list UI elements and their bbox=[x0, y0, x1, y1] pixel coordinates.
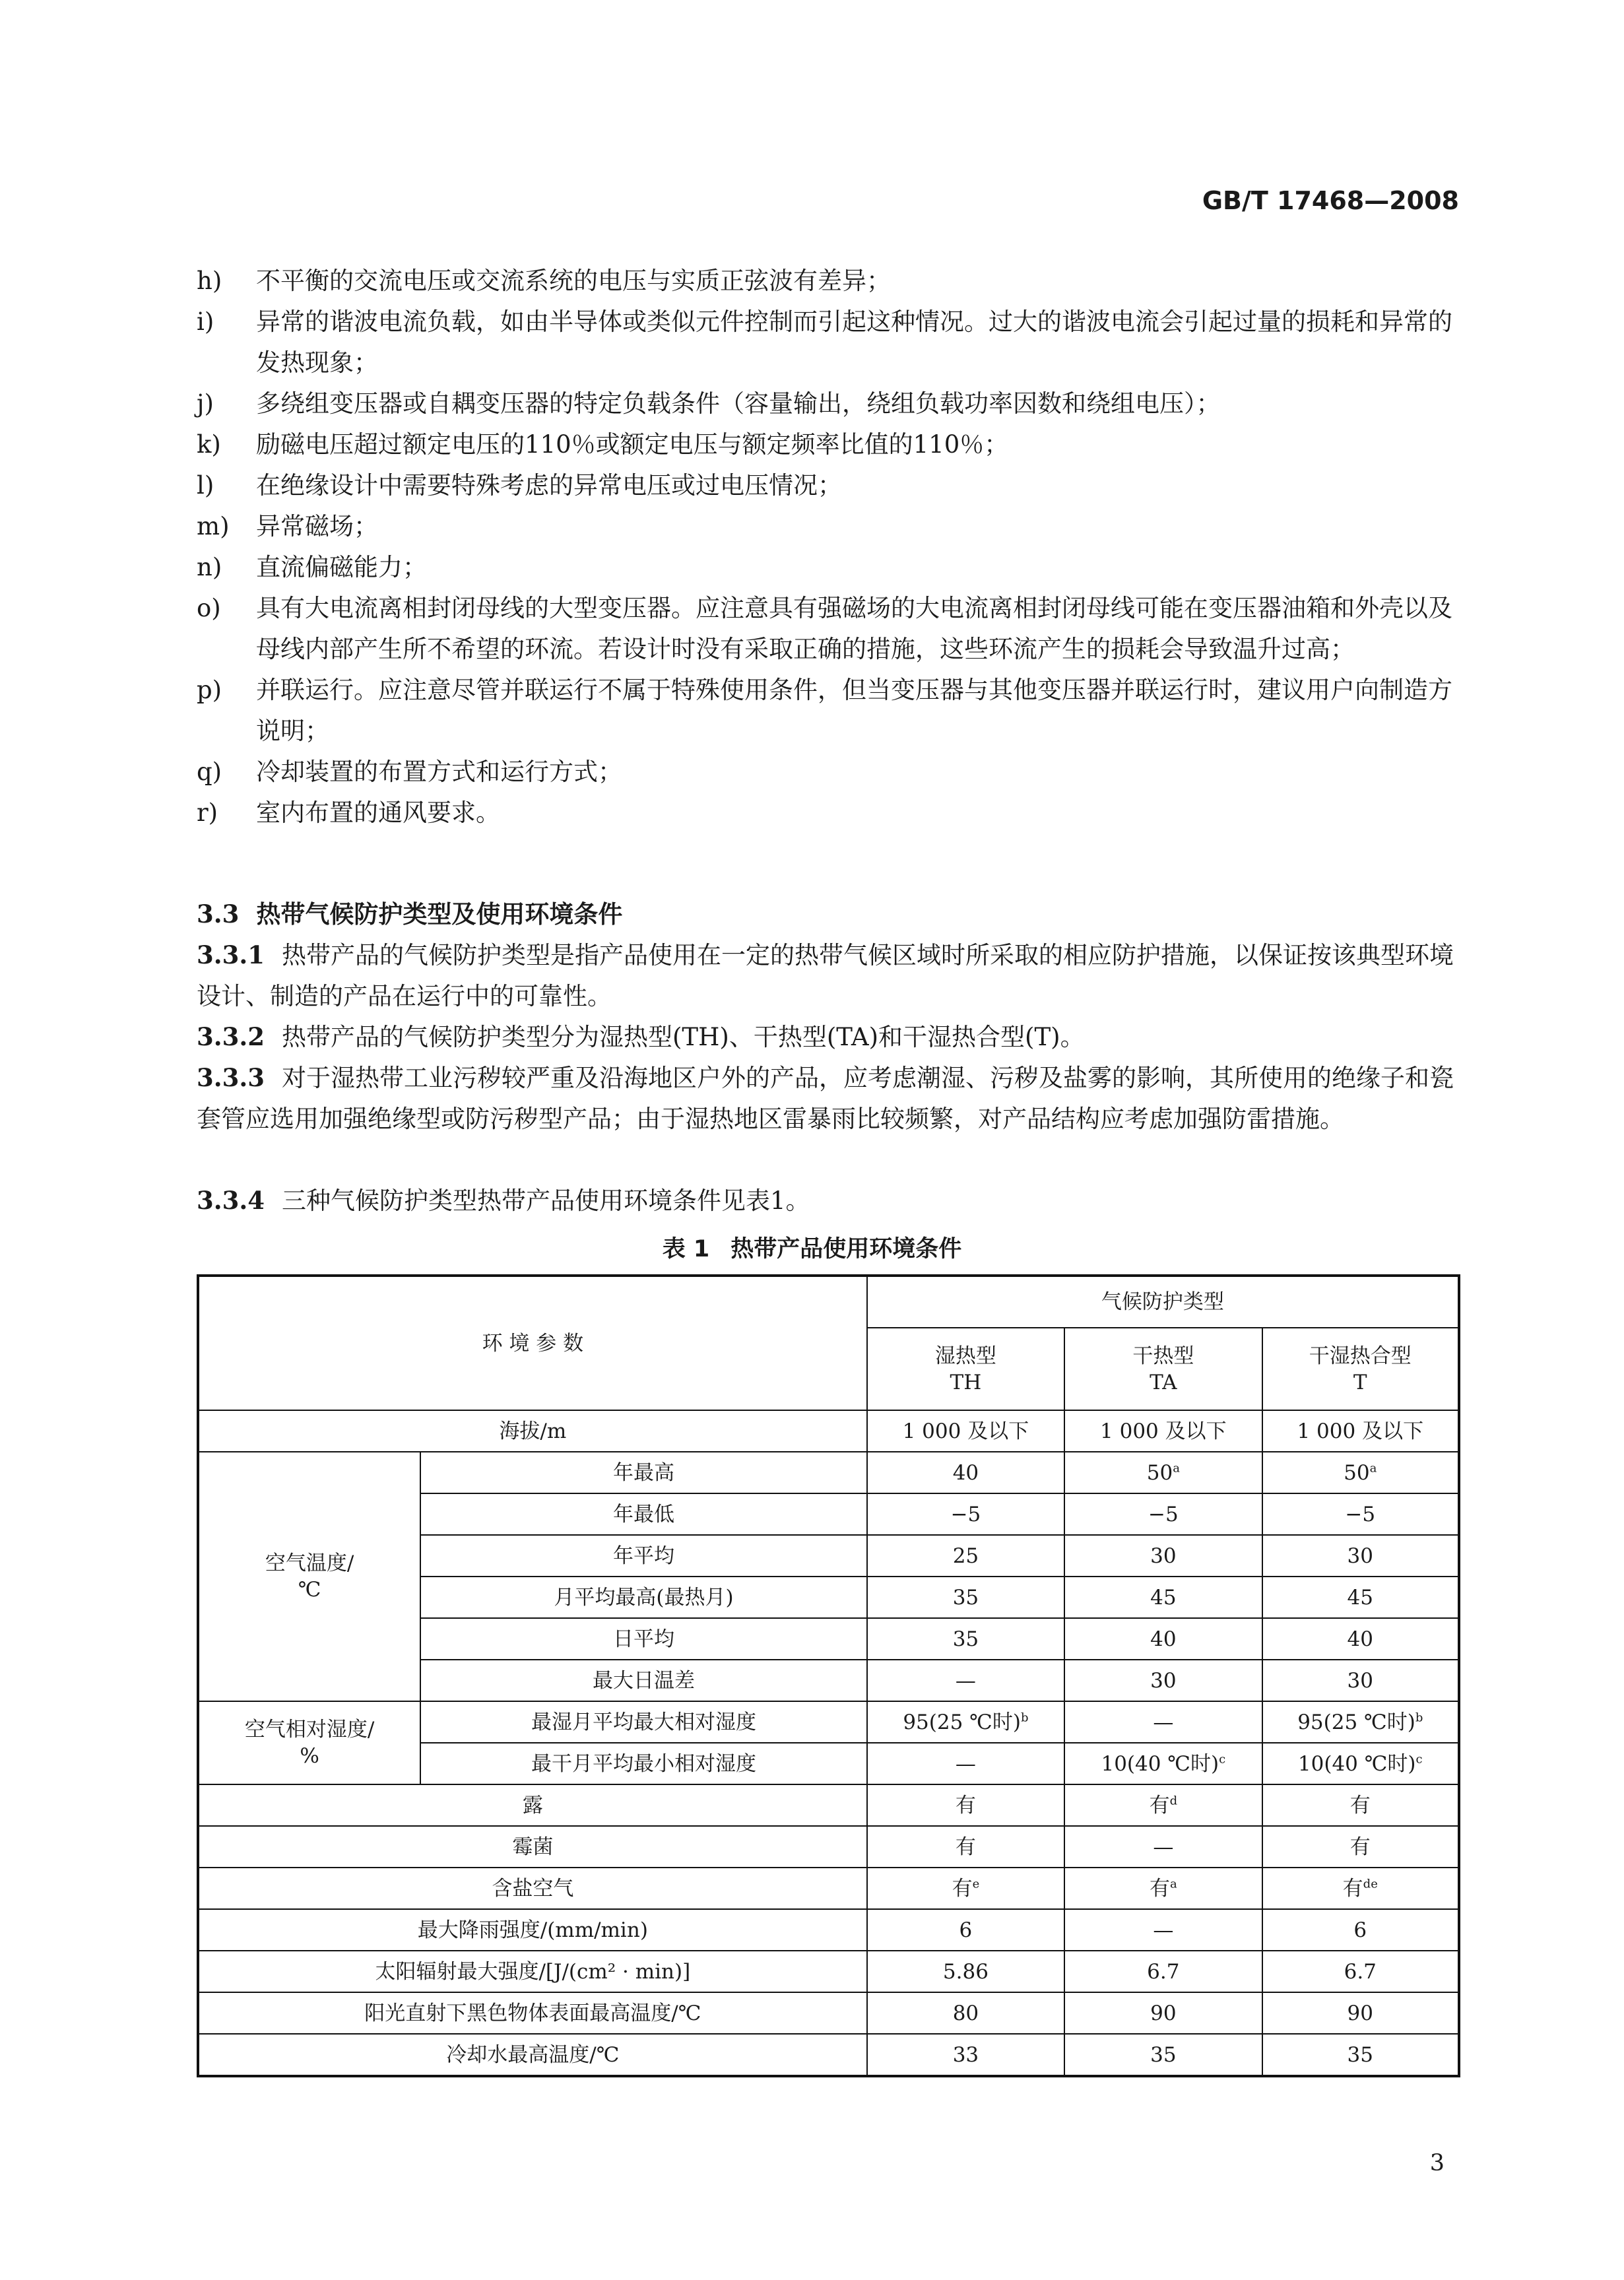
cell bbox=[1064, 1909, 1262, 1951]
list-item bbox=[197, 383, 1462, 424]
group-label-line: 空气相对湿度/ bbox=[244, 1718, 375, 1742]
footnote-mark: b bbox=[1020, 1710, 1029, 1725]
cell bbox=[1262, 1535, 1459, 1577]
row-label: 年最低 bbox=[420, 1493, 866, 1535]
cell bbox=[867, 1701, 1064, 1743]
table-row bbox=[198, 1951, 1459, 1992]
row-label: 含盐空气 bbox=[198, 1868, 867, 1909]
cell bbox=[1262, 1452, 1459, 1493]
col-header-name: 干湿热合型 bbox=[1309, 1344, 1412, 1368]
cell bbox=[1064, 1784, 1262, 1826]
list-text: 不平衡的交流电压或交流系统的电压与实质正弦波有差异； bbox=[256, 267, 891, 295]
col-header-ta bbox=[1064, 1328, 1262, 1410]
list-item bbox=[197, 302, 1462, 383]
list-marker: h) bbox=[197, 267, 222, 295]
row-label: 露 bbox=[198, 1784, 867, 1826]
cell-value: 30 bbox=[1347, 1544, 1373, 1568]
cell bbox=[1262, 1660, 1459, 1701]
table-row bbox=[198, 1909, 1459, 1951]
clause-text: 热带产品的气候防护类型分为湿热型(TH)、干热型(TA)和干湿热合型(T)。 bbox=[282, 1023, 1085, 1051]
footnote-mark: a bbox=[1169, 1877, 1177, 1891]
cell-value: — bbox=[1153, 1710, 1174, 1734]
cell bbox=[867, 1618, 1064, 1660]
list-text: 室内布置的通风要求。 bbox=[256, 798, 500, 827]
row-label: 最大降雨强度/(mm/min) bbox=[198, 1909, 867, 1951]
env-param-header: 环 境 参 数 bbox=[198, 1276, 867, 1410]
cell-value: 6 bbox=[1353, 1918, 1367, 1942]
row-label: 太阳辐射最大强度/[J/(cm² · min)] bbox=[198, 1951, 867, 1992]
cell bbox=[867, 1826, 1064, 1868]
cell-value: 45 bbox=[1150, 1585, 1177, 1610]
cell bbox=[1064, 2034, 1262, 2076]
footnote-mark: c bbox=[1415, 1752, 1423, 1767]
cell-value: 50 bbox=[1344, 1460, 1370, 1485]
list-marker: o) bbox=[197, 594, 221, 622]
cell-value: 90 bbox=[1347, 2001, 1373, 2025]
list-marker: m) bbox=[197, 512, 230, 540]
list-text: 多绕组变压器或自耦变压器的特定负载条件（容量输出，绕组负载功率因数和绕组电压）； bbox=[256, 389, 1221, 418]
cell-value: 30 bbox=[1347, 1668, 1373, 1693]
group-label-line: ℃ bbox=[298, 1578, 321, 1602]
footnote-mark: de bbox=[1363, 1877, 1378, 1891]
list-text: 异常磁场； bbox=[256, 512, 378, 540]
cell-value: 40 bbox=[1150, 1627, 1177, 1651]
col-header-code: T bbox=[1353, 1370, 1367, 1394]
row-label: 最干月平均最小相对湿度 bbox=[420, 1743, 866, 1784]
cell-value: — bbox=[955, 1668, 976, 1693]
col-header-t bbox=[1262, 1328, 1459, 1410]
list-marker: r) bbox=[197, 798, 218, 827]
group-label-humidity bbox=[198, 1701, 420, 1784]
table-caption-title: 热带产品使用环境条件 bbox=[731, 1236, 962, 1262]
table-row bbox=[198, 2034, 1459, 2076]
clause-number: 3.3.3 bbox=[197, 1063, 265, 1092]
cell-value: 45 bbox=[1347, 1585, 1373, 1610]
climate-type-header: 气候防护类型 bbox=[867, 1276, 1459, 1328]
cell bbox=[867, 1743, 1064, 1784]
list-marker: k) bbox=[197, 430, 221, 459]
footnote-mark: a bbox=[1173, 1461, 1180, 1476]
cell bbox=[1064, 1535, 1262, 1577]
footnote-mark: d bbox=[1169, 1794, 1178, 1808]
cell-value: 有 bbox=[1149, 1793, 1170, 1817]
row-label: 年平均 bbox=[420, 1535, 866, 1577]
clause-text: 对于湿热带工业污秽较严重及沿海地区户外的产品，应考虑潮湿、污秽及盐雾的影响，其所使用的绝缘子和瓷套管应选用加强绝缘型或防污秽型产品；由于湿热地区雷暴雨比较频繁，对产品结构应考虑加强防雷措施。 bbox=[197, 1064, 1454, 1133]
clause-3-3-2 bbox=[197, 1016, 1462, 1058]
cell bbox=[1064, 1951, 1262, 1992]
table-row bbox=[198, 1410, 1459, 1452]
list-text: 并联运行。应注意尽管并联运行不属于特殊使用条件，但当变压器与其他变压器并联运行时，建议用户向制造方说明； bbox=[256, 676, 1452, 745]
footnote-mark: e bbox=[972, 1877, 980, 1891]
clause-3-3-4 bbox=[197, 1180, 1462, 1221]
page-number: 3 bbox=[1429, 2150, 1445, 2176]
cell bbox=[1064, 1868, 1262, 1909]
table-caption bbox=[0, 1231, 1624, 1264]
row-label: 海拔/m bbox=[198, 1410, 867, 1452]
cell-value: 40 bbox=[952, 1460, 979, 1485]
cell bbox=[1064, 1826, 1262, 1868]
cell bbox=[1262, 1701, 1459, 1743]
cell bbox=[867, 1452, 1064, 1493]
cell bbox=[867, 2034, 1064, 2076]
clause-number: 3.3.2 bbox=[197, 1022, 265, 1051]
special-conditions-list bbox=[197, 261, 1462, 833]
row-label: 月平均最高(最热月) bbox=[420, 1577, 866, 1618]
cell-value: 40 bbox=[1347, 1627, 1373, 1651]
cell bbox=[867, 1535, 1064, 1577]
cell bbox=[1262, 1951, 1459, 1992]
cell-value: 有 bbox=[955, 1793, 976, 1817]
cell bbox=[1064, 1452, 1262, 1493]
cell-value: 35 bbox=[952, 1627, 979, 1651]
cell-value: 30 bbox=[1150, 1668, 1177, 1693]
cell-value: 33 bbox=[952, 2042, 979, 2067]
cell-value: 6.7 bbox=[1147, 1959, 1180, 1984]
row-label: 冷却水最高温度/℃ bbox=[198, 2034, 867, 2076]
row-label: 阳光直射下黑色物体表面最高温度/℃ bbox=[198, 1992, 867, 2034]
row-label: 最大日温差 bbox=[420, 1660, 866, 1701]
cell bbox=[1262, 1577, 1459, 1618]
clause-text: 三种气候防护类型热带产品使用环境条件见表1。 bbox=[282, 1187, 810, 1215]
clause-number: 3.3.1 bbox=[197, 940, 265, 969]
standard-number: GB/T 17468—2008 bbox=[1202, 186, 1459, 215]
footnote-mark: a bbox=[1369, 1461, 1377, 1476]
list-item bbox=[197, 261, 1462, 302]
cell bbox=[1064, 1701, 1262, 1743]
cell bbox=[867, 1992, 1064, 2034]
table-row bbox=[198, 1868, 1459, 1909]
col-header-name: 干热型 bbox=[1132, 1344, 1194, 1368]
cell-value: 10(40 ℃时) bbox=[1101, 1751, 1219, 1776]
cell-value: 50 bbox=[1146, 1460, 1173, 1485]
group-label-line: % bbox=[300, 1744, 319, 1768]
row-label: 最湿月平均最大相对湿度 bbox=[420, 1701, 866, 1743]
clause-text: 热带产品的气候防护类型是指产品使用在一定的热带气候区域时所采取的相应防护措施，以保证按该典型环境设计、制造的产品在运行中的可靠性。 bbox=[197, 941, 1454, 1010]
row-label: 日平均 bbox=[420, 1618, 866, 1660]
cell bbox=[1064, 1743, 1262, 1784]
cell-value: 6.7 bbox=[1344, 1959, 1377, 1984]
cell-value: 30 bbox=[1150, 1544, 1177, 1568]
clause-3-3-1 bbox=[197, 934, 1462, 1017]
cell-value: 有 bbox=[952, 1876, 973, 1901]
clause-3-3-3 bbox=[197, 1057, 1462, 1140]
cell-value: −5 bbox=[950, 1502, 981, 1526]
cell-value: 有 bbox=[1349, 1835, 1371, 1859]
cell bbox=[867, 1868, 1064, 1909]
cell bbox=[1262, 1909, 1459, 1951]
cell bbox=[1262, 1992, 1459, 2034]
list-marker: n) bbox=[197, 553, 222, 581]
cell bbox=[867, 1784, 1064, 1826]
list-item bbox=[197, 670, 1462, 752]
cell-value: 有 bbox=[1349, 1793, 1371, 1817]
cell bbox=[867, 1577, 1064, 1618]
cell-value: 有 bbox=[1342, 1876, 1363, 1901]
cell-value: 35 bbox=[1150, 2042, 1177, 2067]
table-header-row bbox=[198, 1276, 1459, 1328]
list-marker: q) bbox=[197, 758, 222, 786]
list-item bbox=[197, 752, 1462, 793]
group-label-line: 空气温度/ bbox=[265, 1551, 354, 1575]
list-text: 在绝缘设计中需要特殊考虑的异常电压或过电压情况； bbox=[256, 471, 842, 500]
section-heading bbox=[197, 894, 1462, 935]
cell bbox=[1064, 1992, 1262, 2034]
footnote-mark: b bbox=[1415, 1710, 1423, 1725]
list-text: 冷却装置的布置方式和运行方式； bbox=[256, 758, 622, 786]
row-label: 年最高 bbox=[420, 1452, 866, 1493]
clause-number: 3.3.4 bbox=[197, 1186, 265, 1215]
cell-value: 5.86 bbox=[942, 1959, 989, 1984]
cell bbox=[1262, 1868, 1459, 1909]
cell-value: 6 bbox=[959, 1918, 973, 1942]
cell-value: — bbox=[1153, 1835, 1174, 1859]
col-header-code: TA bbox=[1150, 1370, 1177, 1394]
cell-value: 有 bbox=[1149, 1876, 1170, 1901]
list-item bbox=[197, 424, 1462, 465]
cell bbox=[867, 1660, 1064, 1701]
cell-value: 95(25 ℃时) bbox=[1297, 1710, 1415, 1734]
list-item bbox=[197, 547, 1462, 588]
cell: 1 000 及以下 bbox=[1064, 1410, 1262, 1452]
cell bbox=[1262, 1618, 1459, 1660]
cell-value: 90 bbox=[1150, 2001, 1177, 2025]
cell-value: 35 bbox=[1347, 2042, 1373, 2067]
list-text: 异常的谐波电流负载，如由半导体或类似元件控制而引起这种情况。过大的谐波电流会引起过量的损耗和异常的发热现象； bbox=[256, 308, 1452, 377]
cell-value: — bbox=[955, 1751, 976, 1776]
environment-conditions-table bbox=[197, 1274, 1460, 2077]
cell bbox=[1064, 1577, 1262, 1618]
cell bbox=[1262, 1743, 1459, 1784]
cell bbox=[867, 1493, 1064, 1535]
cell-value: 25 bbox=[952, 1544, 979, 1568]
table-row bbox=[198, 1826, 1459, 1868]
row-label: 霉菌 bbox=[198, 1826, 867, 1868]
table-row bbox=[198, 1992, 1459, 2034]
list-marker: i) bbox=[197, 308, 214, 336]
section-title: 热带气候防护类型及使用环境条件 bbox=[256, 900, 623, 928]
cell-value: — bbox=[1153, 1918, 1174, 1942]
cell-value: −5 bbox=[1148, 1502, 1179, 1526]
cell-value: 10(40 ℃时) bbox=[1297, 1751, 1416, 1776]
cell bbox=[1064, 1618, 1262, 1660]
col-header-code: TH bbox=[950, 1370, 982, 1394]
cell bbox=[1064, 1660, 1262, 1701]
cell bbox=[1262, 1826, 1459, 1868]
list-item bbox=[197, 588, 1462, 670]
cell bbox=[1262, 1784, 1459, 1826]
cell bbox=[1262, 1493, 1459, 1535]
list-text: 励磁电压超过额定电压的110％或额定电压与额定频率比值的110％； bbox=[256, 430, 1009, 459]
cell-value: 有 bbox=[955, 1835, 976, 1859]
table-caption-number: 表 1 bbox=[662, 1236, 710, 1262]
list-text: 具有大电流离相封闭母线的大型变压器。应注意具有强磁场的大电流离相封闭母线可能在变压器油箱和外壳以及母线内部产生所不希望的环流。若设计时没有采取正确的措施，这些环流产生的损耗会导致温升过高； bbox=[256, 594, 1452, 663]
section-number: 3.3 bbox=[197, 899, 240, 928]
cell: 1 000 及以下 bbox=[1262, 1410, 1459, 1452]
cell-value: 95(25 ℃时) bbox=[903, 1710, 1021, 1734]
cell bbox=[867, 1909, 1064, 1951]
cell bbox=[867, 1951, 1064, 1992]
cell bbox=[1262, 2034, 1459, 2076]
list-text: 直流偏磁能力； bbox=[256, 553, 427, 581]
cell bbox=[1064, 1493, 1262, 1535]
col-header-name: 湿热型 bbox=[934, 1344, 996, 1368]
table-row bbox=[198, 1452, 1459, 1493]
list-marker: p) bbox=[197, 676, 222, 704]
table-row bbox=[198, 1784, 1459, 1826]
col-header-th bbox=[867, 1328, 1064, 1410]
cell-value: 35 bbox=[952, 1585, 979, 1610]
cell-value: 80 bbox=[952, 2001, 979, 2025]
cell: 1 000 及以下 bbox=[867, 1410, 1064, 1452]
group-label-air-temp bbox=[198, 1452, 420, 1701]
table-row bbox=[198, 1701, 1459, 1743]
list-item bbox=[197, 506, 1462, 547]
list-item bbox=[197, 465, 1462, 506]
list-marker: l) bbox=[197, 471, 214, 500]
list-item bbox=[197, 793, 1462, 833]
footnote-mark: c bbox=[1219, 1752, 1226, 1767]
cell-value: −5 bbox=[1345, 1502, 1376, 1526]
list-marker: j) bbox=[197, 389, 214, 418]
